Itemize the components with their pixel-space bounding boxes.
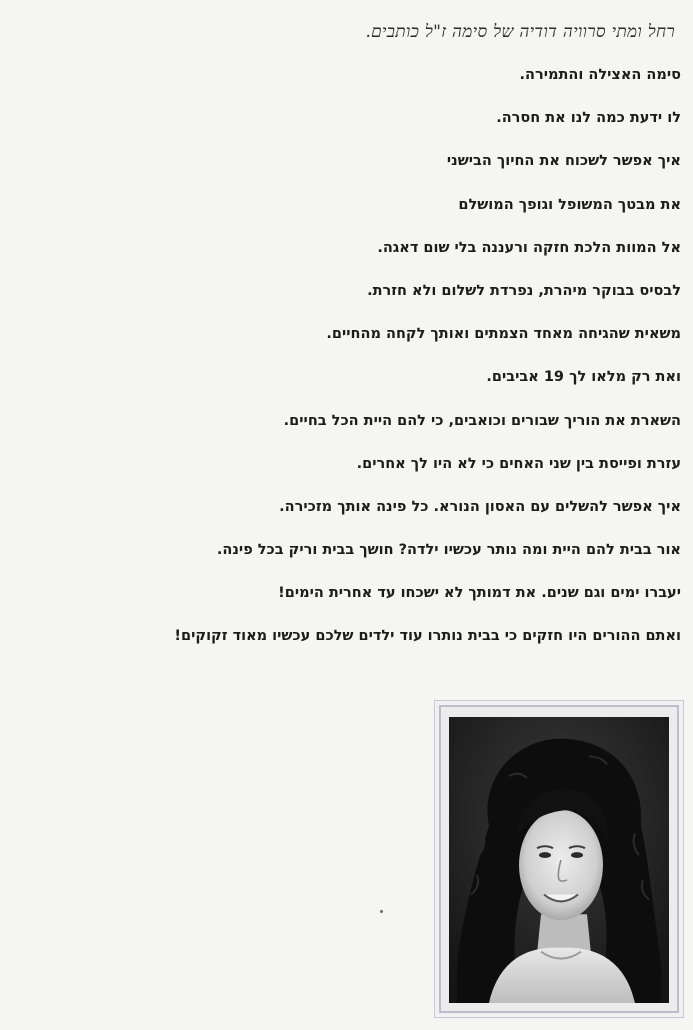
poem-line: אור בבית להם היית ומה נותר עכשיו ילדה? חושך בבית וריק בכל פינה. [216,542,681,559]
poem-line: איך אפשר להשלים עם האסון הנורא. כל פינה אותך מזכירה. [279,498,681,515]
poem-line: את מבטך המשופל וגופך המושלם [458,196,681,213]
poem-line: לבסיס בבוקר מיהרת, נפרדת לשלום ולא חזרת. [367,282,681,299]
page-heading: רחל ומתי סרוויה דודיה של סימה ז"ל כותבים. [365,22,675,42]
poem-line: עזרת ופייסת בין שני האחים כי לא היו לך אחרים. [356,455,681,472]
photo-frame [434,700,684,1018]
memorial-poem [21,60,681,665]
paper-speck [380,910,383,913]
poem-line: משאית שהגיחה מאחד הצמתים ואותך לקחה מהחיים. [326,326,681,343]
poem-line: אל המוות הלכת חזקה ורעננה בלי שום דאגה. [377,239,681,256]
photo-mat [439,705,679,1013]
poem-line: ואת רק מלאו לך 19 אביבים. [486,369,681,386]
poem-line: ואתם ההורים היו חזקים כי בבית נותרו עוד ילדים שלכם עכשיו מאוד זקוקים! [174,628,681,645]
poem-line: לו ידעת כמה לנו את חסרה. [496,110,681,127]
poem-line: איך אפשר לשכוח את החיוך הבישני [446,153,681,170]
poem-line: השארת את הוריך שבורים וכואבים, כי להם היית הכל בחיים. [283,412,681,429]
portrait-photo [449,717,669,1003]
poem-line: סימה האצילה והתמירה. [519,67,681,83]
poem-line: יעברו ימים וגם שנים. את דמותך לא ישכחו עד אחרית הימים! [278,585,681,602]
